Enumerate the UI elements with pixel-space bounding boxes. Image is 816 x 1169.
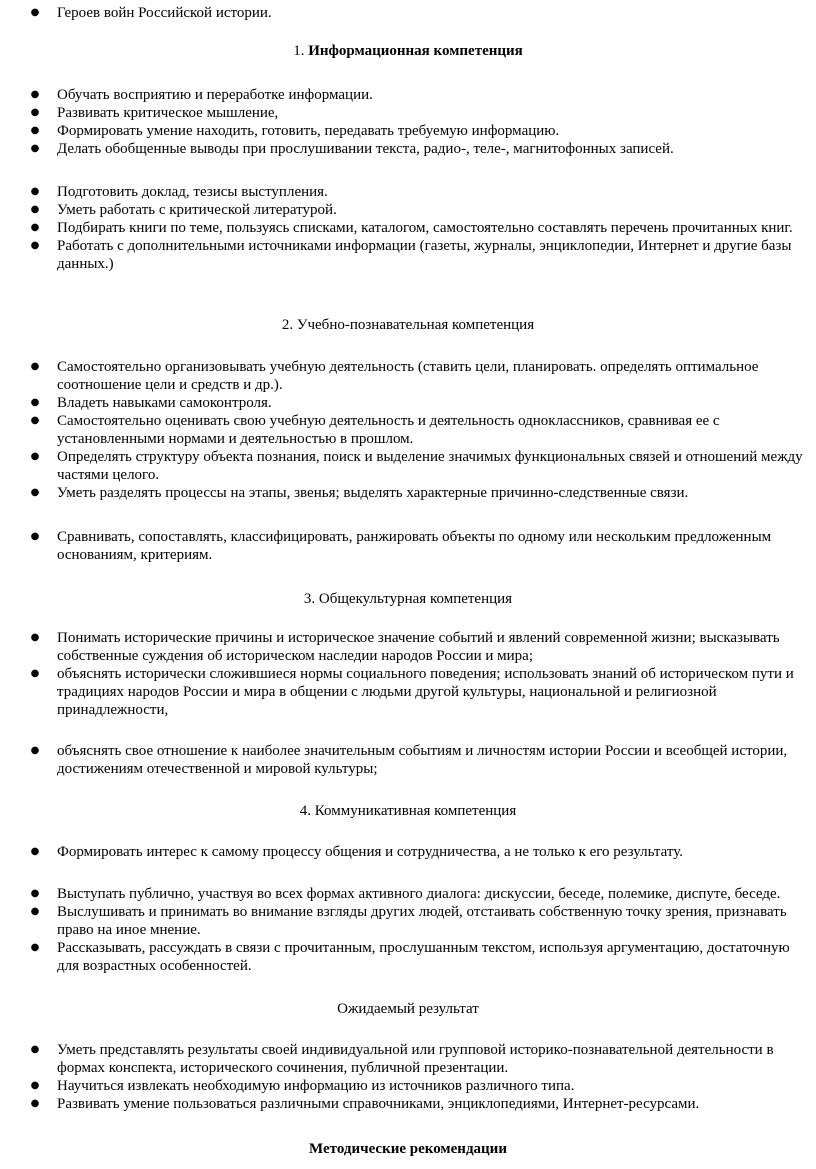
list-item xyxy=(0,448,816,484)
list-item-text: Владеть навыками самоконтроля. xyxy=(57,395,272,411)
list-item-text: Уметь представлять результаты своей индивидуальной или групповой историко-познавательной деятельности в формах конспекта, исторического сочинения, публичной презентации. xyxy=(57,1042,774,1076)
list-item-text: Определять структуру объекта познания, поиск и выделение значимых функциональных связей и отношений между частями целого. xyxy=(57,449,803,483)
bullet-icon: ● xyxy=(30,668,40,679)
bullet-icon: ● xyxy=(30,1080,40,1091)
list-item-text: Подбирать книги по теме, пользуясь списками, каталогом, самостоятельно составлять перечень прочитанных книг. xyxy=(57,220,793,236)
list-item-text: Самостоятельно оценивать свою учебную деятельность и деятельность одноклассников, сравнивая ее с установленными нормами и деятельностью в прошлом. xyxy=(57,413,720,447)
bullet-icon: ● xyxy=(30,487,40,498)
list-item-text: Делать обобщенные выводы при прослушивании текста, радио-, теле-, магнитофонных записей. xyxy=(57,141,674,157)
list-item-text: объяснять свое отношение к наиболее значительным событиям и личностям истории России и всеобщей истории, достижениям отечественной и мировой культуры; xyxy=(57,743,788,777)
bullet-icon: ● xyxy=(30,89,40,100)
list-item-text: Обучать восприятию и переработке информации. xyxy=(57,87,373,103)
list-item xyxy=(0,412,816,448)
bullet-icon: ● xyxy=(30,906,40,917)
list-item xyxy=(0,484,816,502)
list-item-text: Работать с дополнительными источниками информации (газеты, журналы, энциклопедии, Интернет и другие базы данных.) xyxy=(57,238,792,272)
bullet-icon: ● xyxy=(30,942,40,953)
bullet-icon: ● xyxy=(30,7,40,18)
list-item xyxy=(0,742,816,778)
section3-list-a xyxy=(0,629,816,719)
bullet-icon: ● xyxy=(30,451,40,462)
list-item-text: Формировать интерес к самому процессу общения и сотрудничества, а не только к его результату. xyxy=(57,844,683,860)
list-item xyxy=(0,629,816,665)
section-heading-cultural: 3. Общекультурная компетенция xyxy=(303,591,513,607)
list-item xyxy=(0,237,816,273)
list-item xyxy=(0,394,816,412)
list-item xyxy=(0,86,816,104)
section-heading-results: Ожидаемый результат xyxy=(337,1001,479,1017)
list-item xyxy=(0,903,816,939)
section-heading-communicative: 4. Коммуникативная компетенция xyxy=(299,803,517,819)
list-item-text: Выступать публично, участвуя во всех формах активного диалога: дискуссии, беседе, полемике, диспуте, беседе. xyxy=(57,886,781,902)
list-item-text: Понимать исторические причины и историческое значение событий и явлений современной жизни; высказывать собственные суждения об историческом наследии народов России и мира; xyxy=(57,630,780,664)
bullet-icon: ● xyxy=(30,361,40,372)
list-item xyxy=(0,104,816,122)
bullet-icon: ● xyxy=(30,531,40,542)
list-item xyxy=(0,528,816,564)
list-item xyxy=(0,885,816,903)
section4-list-b xyxy=(0,885,816,975)
list-item-text: Формировать умение находить, готовить, передавать требуемую информацию. xyxy=(57,123,560,139)
bullet-icon: ● xyxy=(30,1098,40,1109)
bullet-icon: ● xyxy=(30,125,40,136)
bullet-icon: ● xyxy=(30,240,40,251)
section2-list-a xyxy=(0,358,816,502)
list-item-text: Развивать критическое мышление, xyxy=(57,105,279,121)
section-heading-learning: 2. Учебно-познавательная компетенция xyxy=(281,317,535,333)
list-item-text: Уметь работать с критической литературой. xyxy=(57,202,337,218)
list-item xyxy=(0,140,816,158)
list-item-text: Рассказывать, рассуждать в связи с прочитанным, прослушанным текстом, используя аргументацию, достаточную для возрастных особенностей. xyxy=(57,940,790,974)
list-item-text: Выслушивать и принимать во внимание взгляды других людей, отстаивать собственную точку зрения, признавать право на иное мнение. xyxy=(57,904,787,938)
list-item-text: Уметь разделять процессы на этапы, звенья; выделять характерные причинно-следственные связи. xyxy=(57,485,689,501)
section-heading-informational: 1. Информационная компетенция xyxy=(293,43,523,59)
list-item xyxy=(0,1095,816,1113)
list-item xyxy=(0,183,816,201)
list-item: ● Героев войн Российской истории. xyxy=(30,5,272,21)
section2-list-b xyxy=(0,528,816,564)
bullet-icon: ● xyxy=(30,888,40,899)
list-item xyxy=(0,1041,816,1077)
bullet-icon: ● xyxy=(30,632,40,643)
list-item-text: Самостоятельно организовывать учебную деятельность (ставить цели, планировать. определять оптимальное соотношение цели и средств и др.). xyxy=(57,359,759,393)
bullet-icon: ● xyxy=(30,204,40,215)
bullet-icon: ● xyxy=(30,222,40,233)
list-item xyxy=(0,201,816,219)
list-item-text: Сравнивать, сопоставлять, классифицировать, ранжировать объекты по одному или нескольким предложенным основаниям, критериям. xyxy=(57,529,772,563)
list-item xyxy=(0,122,816,140)
bullet-icon: ● xyxy=(30,186,40,197)
section1-list-a xyxy=(0,86,816,158)
bullet-icon: ● xyxy=(30,107,40,118)
list-item xyxy=(0,219,816,237)
intro-list xyxy=(0,4,816,22)
list-item-text: Научиться извлекать необходимую информацию из источников различного типа. xyxy=(57,1078,575,1094)
bullet-icon: ● xyxy=(30,397,40,408)
section4-list-a xyxy=(0,843,816,861)
list-item-text: Подготовить доклад, тезисы выступления. xyxy=(57,184,328,200)
results-list xyxy=(0,1041,816,1113)
list-item xyxy=(0,358,816,394)
section-heading-methods: Методические рекомендации xyxy=(309,1141,507,1157)
bullet-icon: ● xyxy=(30,846,40,857)
list-item xyxy=(0,665,816,719)
bullet-icon: ● xyxy=(30,415,40,426)
bullet-icon: ● xyxy=(30,745,40,756)
list-item xyxy=(0,1077,816,1095)
section3-list-b xyxy=(0,742,816,778)
list-item xyxy=(0,843,816,861)
list-item-text: Развивать умение пользоваться различными справочниками, энциклопедиями, Интернет-ресурсами. xyxy=(57,1096,700,1112)
list-item-text: объяснять исторически сложившиеся нормы социального поведения; использовать знаний об историческом пути и традициях народов России и мира в общении с людьми другой культуры, национальной и религиозной принадлежности, xyxy=(57,666,794,718)
bullet-icon: ● xyxy=(30,143,40,154)
bullet-icon: ● xyxy=(30,1044,40,1055)
section1-list-b xyxy=(0,183,816,273)
list-item xyxy=(0,939,816,975)
